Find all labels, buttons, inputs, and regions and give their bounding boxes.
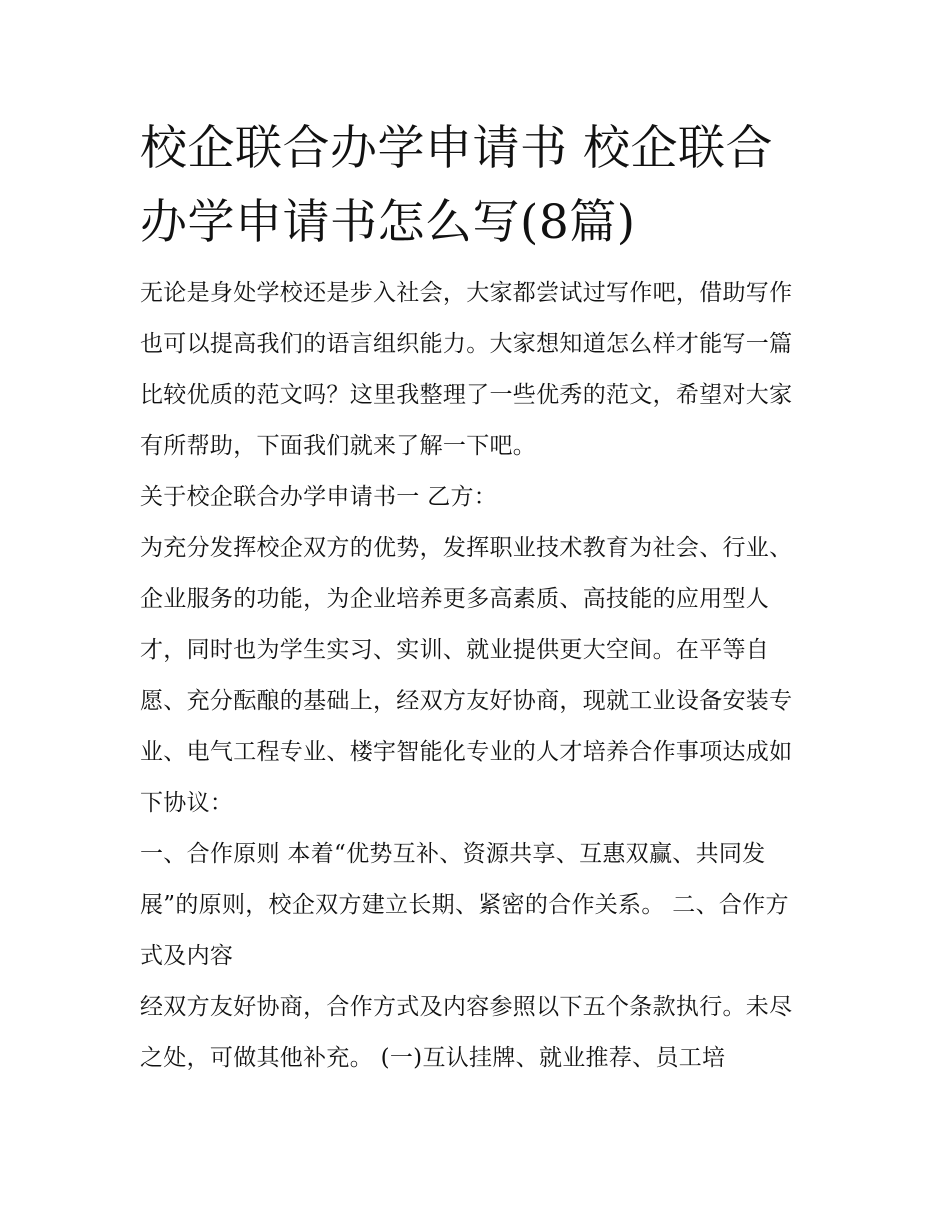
document-page xyxy=(140,112,812,1084)
section-heading: 关于校企联合办学申请书一 乙方： xyxy=(140,484,498,510)
method-paragraph: 经双方友好协商，合作方式及内容参照以下五个条款执行。未尽之处，可做其他补充。 (一)互认挂牌、就业推荐、员工培 xyxy=(140,994,793,1071)
document-title: 校企联合办学申请书 校企联合办学申请书怎么写(8篇) xyxy=(140,121,773,250)
principle-paragraph: 一、合作原则 本着“优势互补、资源共享、互惠双赢、共同发展”的原则，校企双方建立长期、紧密的合作关系。 二、合作方式及内容 xyxy=(140,841,789,969)
purpose-paragraph: 为充分发挥校企双方的优势，发挥职业技术教育为社会、行业、企业服务的功能，为企业培养更多高素质、高技能的应用型人才，同时也为学生实习、实训、就业提供更大空间。在平等自愿、充分酝酿的基础上，经双方友好协商，现就工业设备安装专业、电气工程专业、楼宇智能化专业的人才培养合作事项达成如下协议： xyxy=(140,535,793,816)
intro-paragraph: 无论是身处学校还是步入社会，大家都尝试过写作吧，借助写作也可以提高我们的语言组织能力。大家想知道怎么样才能写一篇比较优质的范文吗？这里我整理了一些优秀的范文，希望对大家有所帮助，下面我们就来了解一下吧。 xyxy=(140,280,793,459)
